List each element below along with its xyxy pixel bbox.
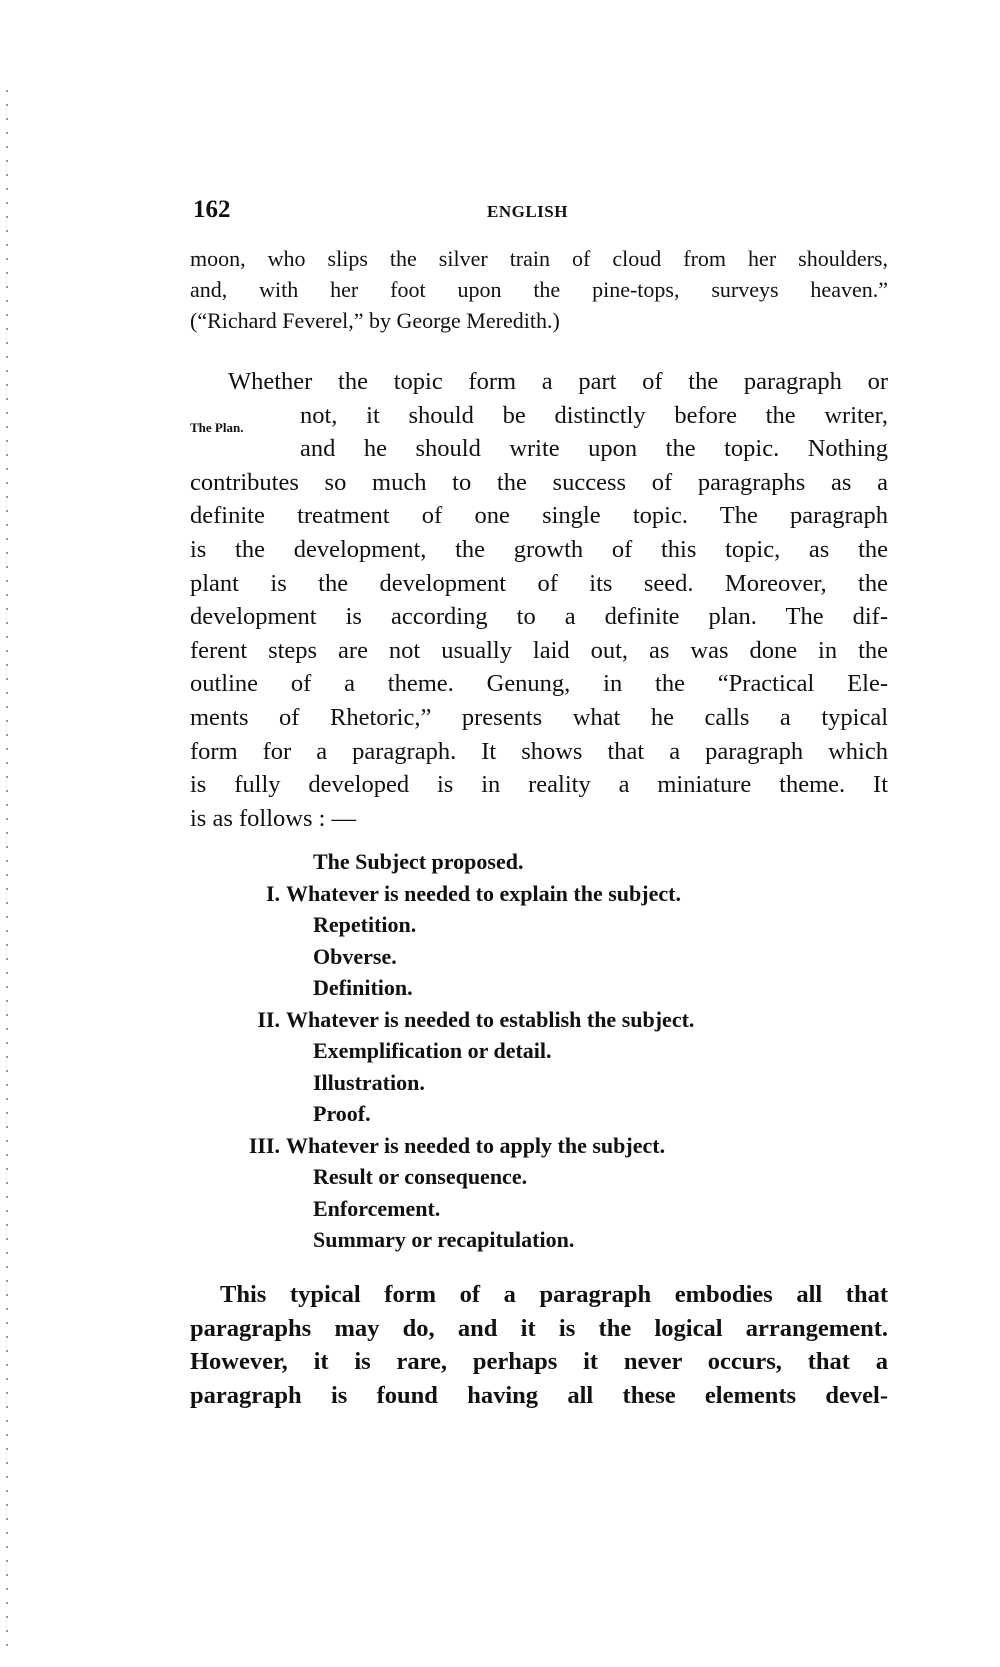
text-line: and he should write upon the topic. Nothing bbox=[300, 435, 888, 463]
text-line: However, it is rare, perhaps it never occurs, that a bbox=[190, 1348, 888, 1376]
paragraph-the-plan bbox=[190, 365, 888, 835]
page-edge-scan-marks bbox=[6, 90, 8, 1650]
section-heading-text: Whatever is needed to apply the subject. bbox=[286, 1132, 666, 1158]
section-heading-text: Whatever is needed to explain the subject. bbox=[286, 880, 681, 906]
outline-item bbox=[190, 1224, 890, 1256]
outline-item-text: Obverse. bbox=[313, 943, 397, 969]
text-line: is as follows : — bbox=[190, 804, 357, 832]
text-line: This typical form of a paragraph embodies all that bbox=[220, 1281, 888, 1308]
text-line: form for a paragraph. It shows that a paragraph which bbox=[190, 737, 888, 765]
paragraph-outline bbox=[190, 846, 890, 1256]
text-line: not, it should be distinctly before the writer, bbox=[300, 401, 888, 429]
outline-item bbox=[190, 1067, 890, 1099]
outline-item-text: Exemplification or detail. bbox=[313, 1038, 552, 1063]
text-line: (“Richard Feverel,” by George Meredith.) bbox=[190, 308, 560, 333]
outline-item-text: Repetition. bbox=[313, 912, 417, 937]
outline-section-heading bbox=[190, 1004, 890, 1036]
outline-item-text: Summary or recapitulation. bbox=[313, 1227, 575, 1252]
paragraph-typical-form bbox=[190, 1278, 888, 1412]
outline-item bbox=[190, 941, 890, 973]
section-heading-text: Whatever is needed to establish the subject. bbox=[286, 1006, 695, 1032]
outline-item bbox=[190, 972, 890, 1004]
text-line: ferent steps are not usually laid out, as was done in the bbox=[190, 636, 888, 664]
running-head: ENGLISH bbox=[487, 202, 568, 221]
outline-item bbox=[190, 1098, 890, 1130]
outline-section-heading bbox=[190, 878, 890, 910]
outline-item-text: Illustration. bbox=[313, 1069, 425, 1095]
margin-note: The Plan. bbox=[190, 420, 244, 435]
roman-numeral: I. bbox=[265, 880, 280, 906]
text-line: paragraphs may do, and it is the logical arrangement. bbox=[190, 1314, 888, 1342]
outline-section-heading bbox=[190, 1130, 890, 1162]
outline-lead bbox=[190, 846, 890, 878]
outline-item bbox=[190, 1035, 890, 1067]
text-line: definite treatment of one single topic. The paragraph bbox=[190, 502, 888, 530]
text-line: outline of a theme. Genung, in the “Practical Ele- bbox=[190, 670, 888, 698]
outline-item bbox=[190, 1161, 890, 1193]
outline-item-text: Proof. bbox=[313, 1101, 371, 1126]
outline-item-text: Result or consequence. bbox=[313, 1164, 528, 1189]
roman-numeral: III. bbox=[248, 1132, 280, 1158]
quote-continuation bbox=[190, 243, 888, 336]
roman-numeral: II. bbox=[257, 1006, 280, 1032]
text-line: Whether the topic form a part of the paragraph or bbox=[228, 368, 888, 395]
outline-item-text: Enforcement. bbox=[313, 1195, 441, 1221]
text-line: contributes so much to the success of paragraphs as a bbox=[190, 468, 888, 496]
text-line: is fully developed is in reality a miniature theme. It bbox=[190, 771, 888, 799]
text-line: paragraph is found having all these elements devel- bbox=[190, 1381, 888, 1409]
text-line: is the development, the growth of this topic, as the bbox=[190, 535, 888, 563]
page-header bbox=[193, 196, 888, 226]
outline-item bbox=[190, 909, 890, 941]
text-line: and, with her foot upon the pine-tops, surveys heaven.” bbox=[190, 277, 888, 302]
outline-item-text: Definition. bbox=[313, 975, 413, 1000]
text-line: plant is the development of its seed. Moreover, the bbox=[190, 569, 888, 597]
outline-lead-text: The Subject proposed. bbox=[313, 849, 524, 874]
outline-item bbox=[190, 1193, 890, 1225]
page-number: 162 bbox=[193, 196, 231, 223]
text-line: development is according to a definite plan. The dif- bbox=[190, 603, 888, 631]
text-line: moon, who slips the silver train of cloud from her shoulders, bbox=[190, 246, 888, 271]
text-line: ments of Rhetoric,” presents what he calls a typical bbox=[190, 703, 888, 731]
